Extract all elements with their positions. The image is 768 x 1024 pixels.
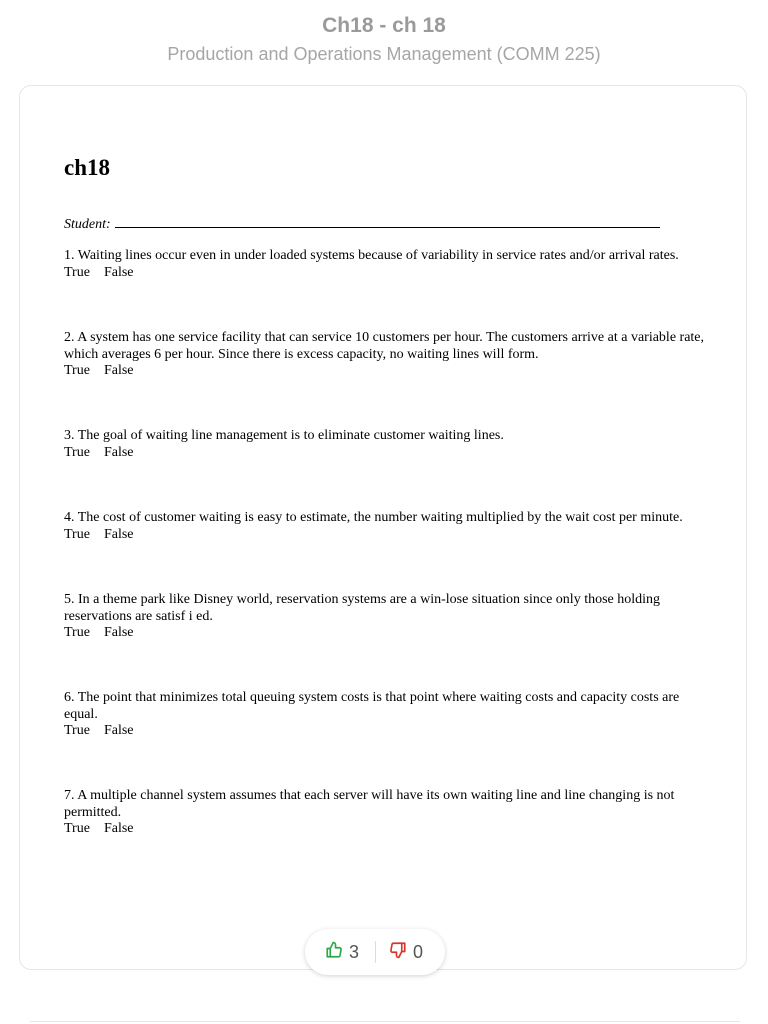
option-true: True xyxy=(64,723,90,738)
bottom-divider xyxy=(30,1021,740,1022)
question-text: 3. The goal of waiting line management is to eliminate customer waiting lines. xyxy=(64,428,504,443)
question-6 xyxy=(64,690,709,740)
question-text: 2. A system has one service facility that can service 10 customers per hour. The customers arrive at a variable rate, which averages 6 per hour. Since there is excess capacity, no waiting lines will form. xyxy=(64,330,705,362)
option-false: False xyxy=(103,821,134,836)
question-text: 6. The point that minimizes total queuing system costs is that point where waiting costs and capacity costs are equal. xyxy=(64,690,680,722)
upvote-count: 3 xyxy=(349,942,360,962)
student-blank-line xyxy=(115,214,660,228)
option-true: True xyxy=(64,526,90,542)
question-4 xyxy=(64,510,709,543)
downvote-count: 0 xyxy=(413,942,424,962)
answer-options xyxy=(64,723,134,738)
option-false: False xyxy=(103,526,134,542)
answer-options xyxy=(64,445,134,460)
option-true: True xyxy=(64,625,90,640)
option-false: False xyxy=(103,444,134,460)
question-text: 7. A multiple channel system assumes that each server will have its own waiting line and line changing is not permitted. xyxy=(64,788,675,820)
student-field xyxy=(64,214,660,233)
option-false: False xyxy=(103,264,134,280)
question-2 xyxy=(64,330,709,380)
answer-options xyxy=(64,363,134,378)
vote-widget xyxy=(305,929,445,975)
course-name[interactable]: Production and Operations Management (COMM 225) xyxy=(167,44,601,64)
thumbs-down-icon xyxy=(389,941,407,964)
document-title: Ch18 - ch 18 xyxy=(322,14,446,37)
option-false: False xyxy=(103,723,134,738)
question-7 xyxy=(64,788,709,838)
answer-options xyxy=(64,625,134,640)
question-3 xyxy=(64,428,709,461)
question-text: 1. Waiting lines occur even in under loaded systems because of variability in service rates and/or arrival rates. xyxy=(64,248,679,263)
quiz-title: ch18 xyxy=(64,155,110,180)
vote-divider xyxy=(375,941,376,963)
question-text: 4. The cost of customer waiting is easy to estimate, the number waiting multiplied by the wait cost per minute. xyxy=(64,510,683,525)
question-text: 5. In a theme park like Disney world, reservation systems are a win-lose situation since only those holding reservations are satisf i ed. xyxy=(64,592,661,624)
question-1 xyxy=(64,248,709,281)
option-true: True xyxy=(64,444,90,460)
answer-options xyxy=(64,821,134,836)
option-true: True xyxy=(64,264,90,280)
upvote-button[interactable] xyxy=(325,929,359,975)
option-true: True xyxy=(64,363,90,378)
student-label: Student: xyxy=(64,217,111,232)
option-true: True xyxy=(64,821,90,836)
option-false: False xyxy=(103,363,134,378)
downvote-button[interactable] xyxy=(389,929,423,975)
thumbs-up-icon xyxy=(325,941,343,964)
question-5 xyxy=(64,592,709,642)
option-false: False xyxy=(103,625,134,640)
answer-options xyxy=(64,527,134,542)
answer-options xyxy=(64,265,134,280)
